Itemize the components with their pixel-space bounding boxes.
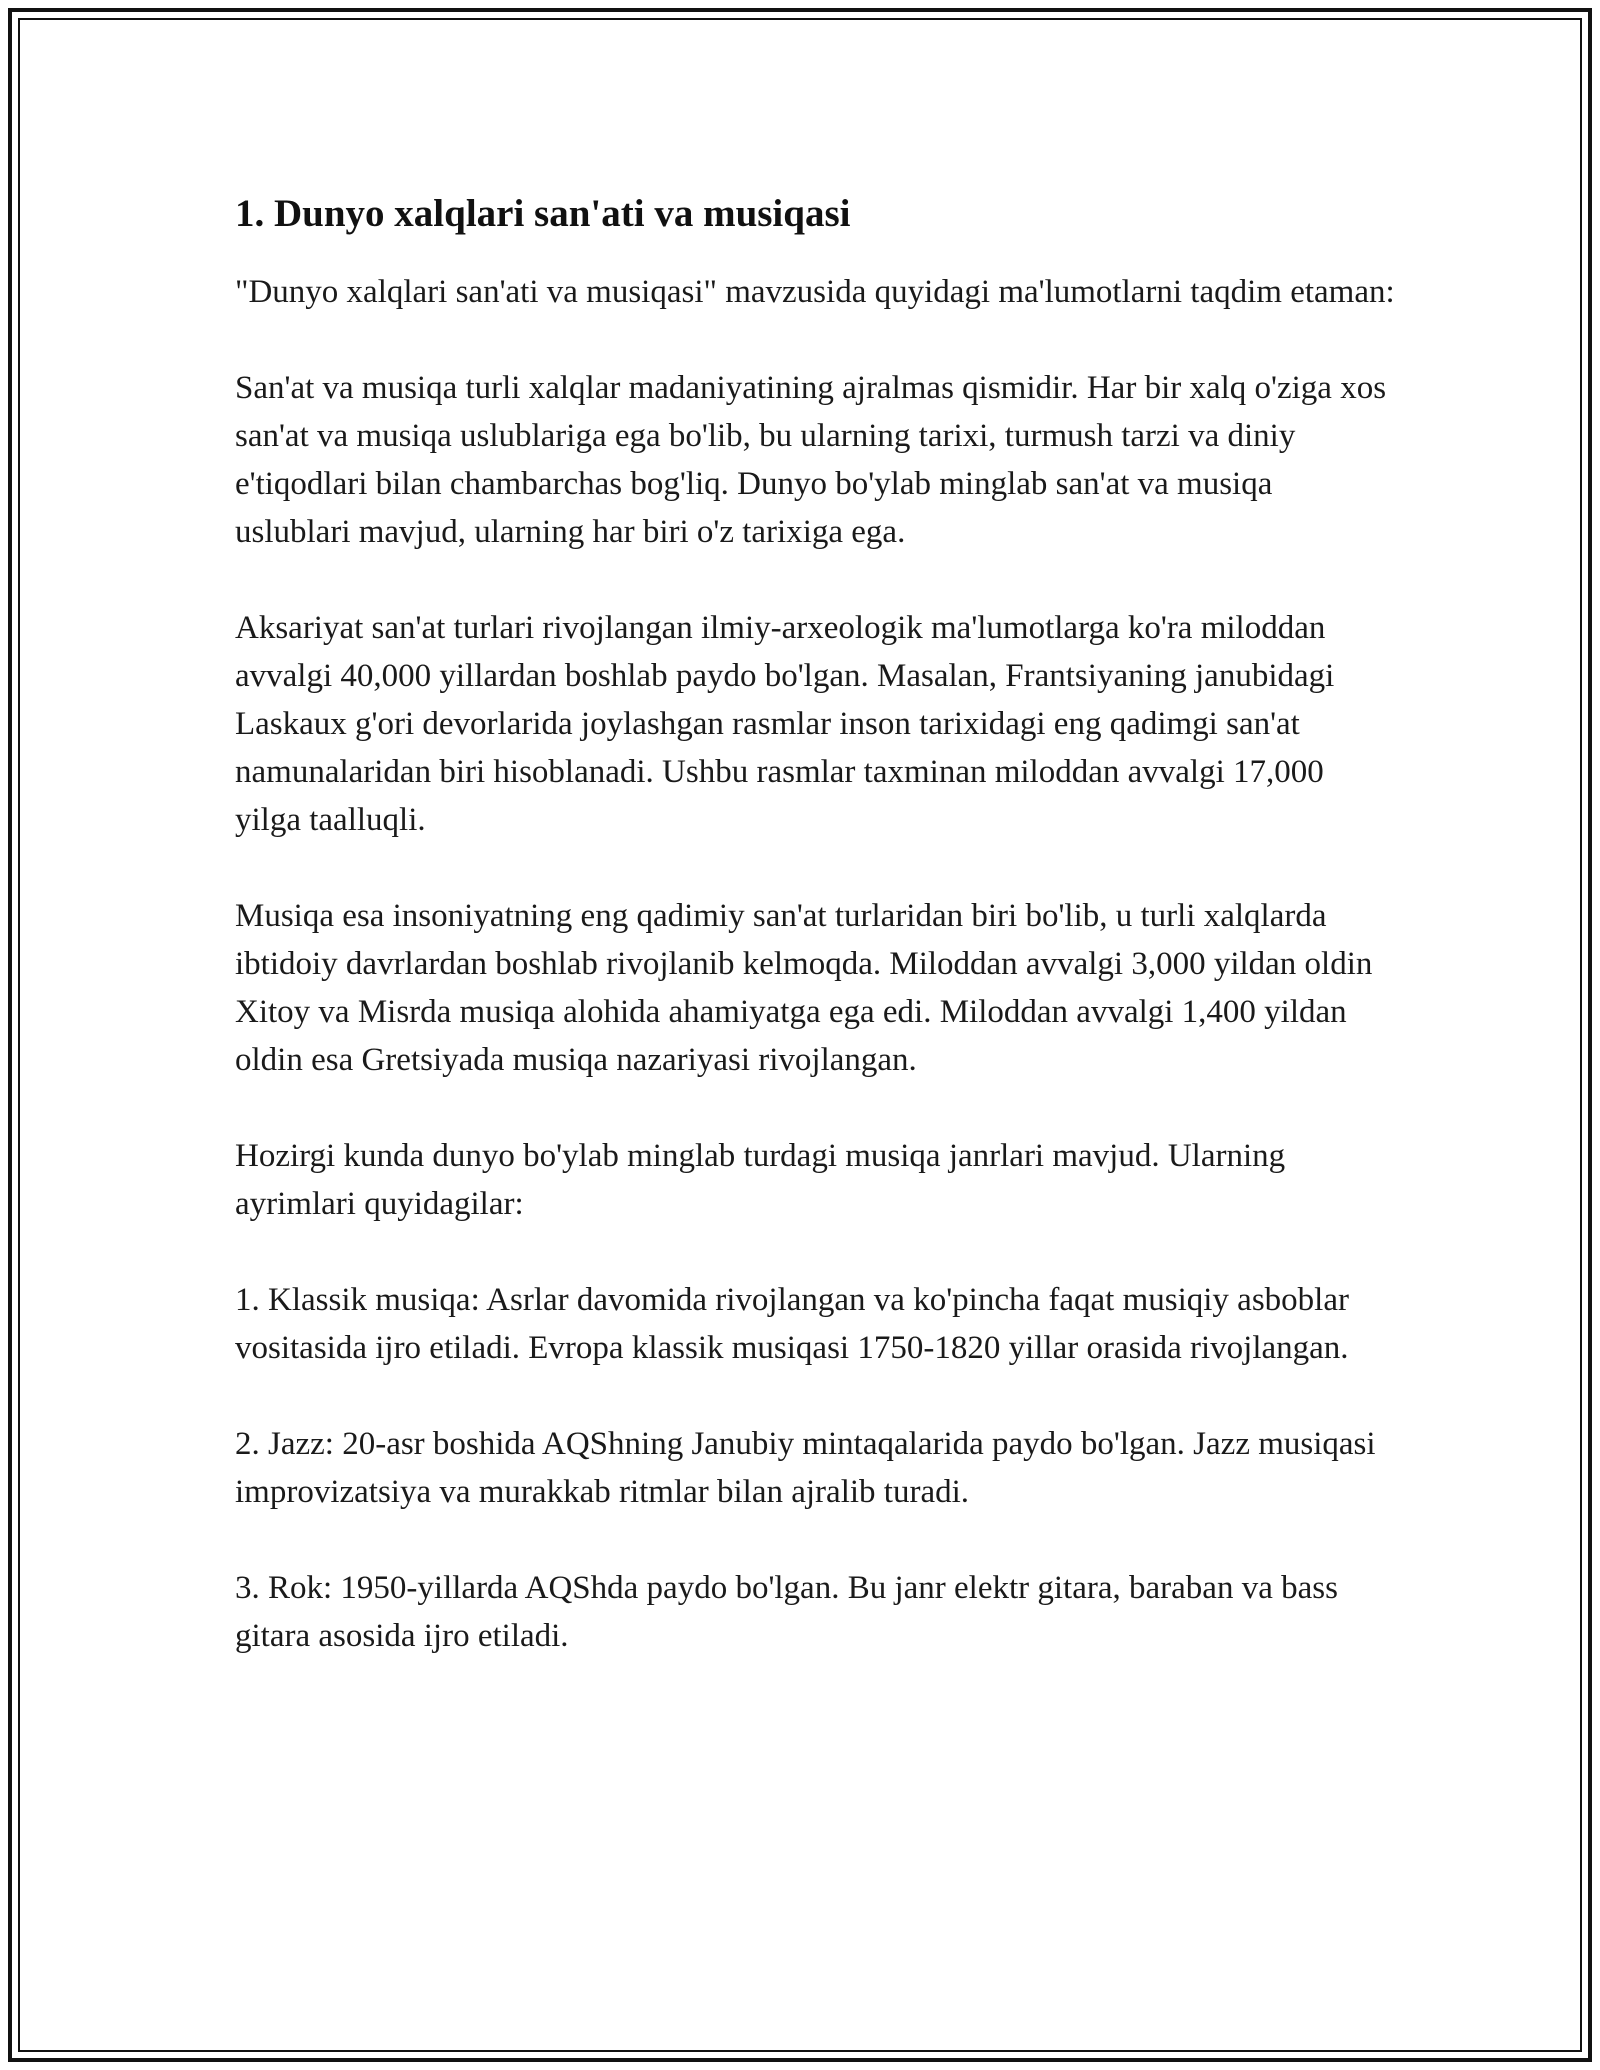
- genres-intro-paragraph: Hozirgi kunda dunyo bo'ylab minglab turdagi musiqa janrlari mavjud. Ularning ayrimlari quyidagilar:: [235, 1138, 1286, 1222]
- art-history-paragraph: Aksariyat san'at turlari rivojlangan ilmiy-arxeologik ma'lumotlarga ko'ra miloddan avvalgi 40,000 yillardan boshlab paydo bo'lgan. Masalan, Frantsiyaning janubidagi Laskaux g'ori devorlarida joylashgan rasmlar inson tarixidagi eng qadimgi san'at namunalaridan biri hisoblanadi. Ushbu rasmlar taxminan miloddan avvalgi 17,000 yilga taalluqli.: [235, 610, 1335, 838]
- music-history-paragraph: Musiqa esa insoniyatning eng qadimiy san'at turlaridan biri bo'lib, u turli xalqlarda ibtidoiy davrlardan boshlab rivojlanib kelmoqda. Miloddan avvalgi 3,000 yildan oldin Xitoy va Misrda musiqa alohida ahamiyatga ega edi. Miloddan avvalgi 1,400 yildan oldin esa Gretsiyada musiqa nazariyasi rivojlangan.: [235, 898, 1373, 1078]
- genre-item-jazz: 2. Jazz: 20-asr boshida AQShning Janubiy mintaqalarida paydo bo'lgan. Jazz musiqasi improvizatsiya va murakkab ritmlar bilan ajralib turadi.: [235, 1426, 1376, 1510]
- genre-item-rock: 3. Rok: 1950-yillarda AQShda paydo bo'lgan. Bu janr elektr gitara, baraban va bass gitara asosida ijro etiladi.: [235, 1570, 1338, 1654]
- document-title: 1. Dunyo xalqlari san'ati va musiqasi: [235, 192, 851, 235]
- intro-paragraph: "Dunyo xalqlari san'ati va musiqasi" mavzusida quyidagi ma'lumotlarni taqdim etaman:: [235, 274, 1395, 310]
- culture-paragraph: San'at va musiqa turli xalqlar madaniyatining ajralmas qismidir. Har bir xalq o'ziga xos san'at va musiqa uslublariga ega bo'lib, bu ularning tarixi, turmush tarzi va diniy e'tiqodlari bilan chambarchas bog'liq. Dunyo bo'ylab minglab san'at va musiqa uslublari mavjud, ularning har biri o'z tarixiga ega.: [235, 370, 1387, 550]
- document-body: [235, 190, 1395, 1708]
- genre-item-classical: 1. Klassik musiqa: Asrlar davomida rivojlangan va ko'pincha faqat musiqiy asboblar vositasida ijro etiladi. Evropa klassik musiqasi 1750-1820 yillar orasida rivojlangan.: [235, 1282, 1349, 1366]
